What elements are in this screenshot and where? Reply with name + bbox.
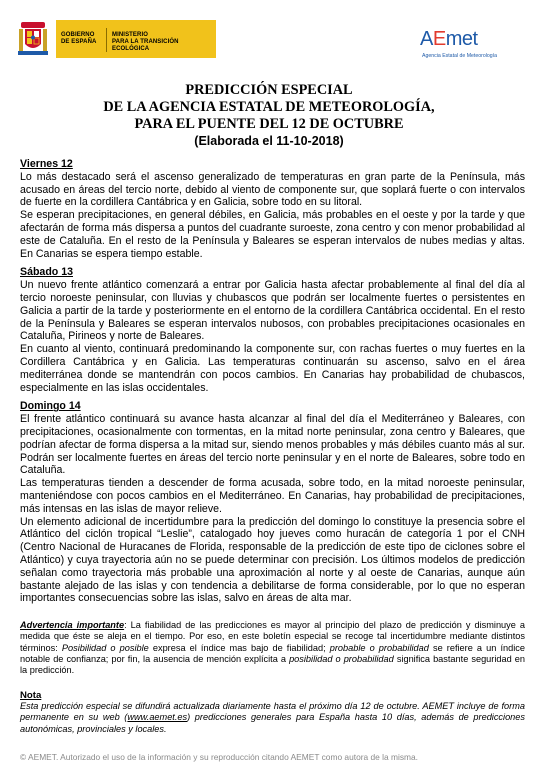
advertencia-block	[20, 620, 525, 676]
advertencia-term: Posibilidad o posible	[61, 642, 149, 653]
section-heading-domingo: Domingo 14	[20, 400, 81, 413]
document-header	[0, 0, 538, 78]
title-date: (Elaborada el 11-10-2018)	[194, 134, 344, 148]
aemet-logo-a: A	[420, 28, 433, 50]
aemet-website-link[interactable]: www.aemet.es	[127, 712, 188, 723]
advertencia-text: se refiere a un índice notable de confianza; por fin, la ausencia de mención explícita a	[20, 642, 525, 664]
ministry-line-2: PARA LA TRANSICIÓN ECOLÓGICA	[112, 39, 179, 52]
paragraph: Un nuevo frente atlántico comenzará a entrar por Galicia hasta afectar probablemente al final del día al tercio noroeste peninsular, con lluvias y chubascos que podrán ser localmente fuertes o persistentes en Galicia a partir de la tarde y posteriormente en el entorno de la cordillera Cantábrica occidental. En el resto de la Península y Baleares se esperan intervalos nubosos, con probables precipitaciones ocasionales en Cataluña, Pirineos y norte de Baleares.	[20, 279, 525, 343]
paragraph: Se esperan precipitaciones, en general débiles, en Galicia, más probables en el oeste y por la tarde y que afectarán de forma más dispersa a puntos del cuadrante suroeste, zona centro y con menor probabilidad al este de Cataluña. En el resto de la Península y Baleares se esperan intervalos de nubes medias y altas. En Canarias se espera tiempo estable.	[20, 209, 525, 260]
spain-coat-of-arms-icon	[18, 20, 48, 58]
gov-line-2: DE ESPAÑA	[61, 39, 97, 45]
title-line-3: PARA EL PUENTE DEL 12 DE OCTUBRE	[134, 116, 404, 132]
aemet-logo-e: E	[432, 28, 446, 50]
copyright-footer: © AEMET. Autorizado el uso de la información y su reproducción citando AEMET como autora de la misma.	[20, 752, 418, 762]
title-line-1: PREDICCIÓN ESPECIAL	[185, 82, 353, 98]
paragraph: En cuanto al viento, continuará predominando la componente sur, con rachas fuertes o muy fuertes en la Cordillera Cantábrica y en Galicia. Las temperaturas continuarán su ascenso, salvo en el área mediterránea donde se mantendrán con pocos cambios. En Canarias hay probabilidad de chubascos, especialmente en las islas occidentales.	[20, 343, 525, 394]
document-title	[0, 82, 538, 150]
ministry-label	[112, 32, 216, 53]
section-heading-sabado: Sábado 13	[20, 266, 73, 279]
paragraph: Lo más destacado será el ascenso generalizado de temperaturas en gran parte de la Península, más acusado en áreas del tercio norte, debido al viento de componente sur, que soplará fuerte o con intervalos de fuerte en la cordillera Cantábrica y en Galicia, sobre todo en su litoral.	[20, 170, 525, 209]
advertencia-text: : La fiabilidad de las predicciones es mayor al principio del plazo de predicción y disminuye a medida que éste se aleja en el tiempo. Por eso, en este boletín especial se recoge tal incertidumbre mediante distintos términos:	[20, 620, 525, 653]
aemet-logo	[412, 26, 532, 66]
aemet-logo-met: met	[445, 28, 478, 50]
nota-heading: Nota	[20, 690, 42, 701]
aemet-subtitle: Agencia Estatal de Meteorología	[422, 53, 497, 59]
government-label	[61, 32, 96, 46]
gov-line-1: GOBIERNO	[61, 32, 95, 38]
banner-divider	[106, 28, 107, 52]
advertencia-text: expresa el índice mas bajo de fiabilidad;	[148, 642, 330, 653]
advertencia-label: Advertencia importante	[20, 620, 125, 630]
government-banner	[56, 20, 216, 58]
paragraph: Las temperaturas tienden a descender de forma acusada, sobre todo, en la mitad noroeste peninsular, manteniéndose con pocos cambios en el Mediterráneo. En Canarias, hay probabilidad de precipitaciones, más intensas en las islas de mayor relieve.	[20, 477, 525, 515]
advertencia-text: significa bastante seguridad en la predicción.	[20, 653, 525, 676]
forecast-body	[20, 158, 525, 605]
nota-text: Esta predicción especial se difundirá actualizada diariamente hasta el próximo día 12 de octubre. AEMET incluye de forma permanente en su web (	[20, 701, 525, 723]
aemet-wordmark	[420, 28, 478, 51]
section-heading-viernes: Viernes 12	[20, 158, 73, 170]
nota-text: ) predicciones generales para España hasta 10 días, además de predicciones autonómicas, provinciales y locales.	[20, 712, 525, 734]
nota-block	[20, 701, 525, 735]
advertencia-term: posibilidad o probabilidad	[289, 653, 394, 664]
paragraph: El frente atlántico continuará su avance hasta alcanzar al final del día el Mediterráneo y Baleares, con precipitaciones, ocasionalmente con tormentas, en la mitad norte peninsular, zona centro y Baleares, que podrían afectar de forma dispersa a la mitad sur, siendo menos probables y más débiles cuanto más al sur. Podrán ser localmente fuertes en áreas del tercio norte peninsular y en el norte de Baleares, sobre todo en Cataluña.	[20, 413, 525, 477]
advertencia-term: probable o probabilidad	[329, 642, 429, 653]
ministry-line-1: MINISTERIO	[112, 32, 149, 38]
paragraph: Un elemento adicional de incertidumbre para la predicción del domingo lo constituye la presencia sobre el Atlántico del ciclón tropical “Leslie”, catalogado hoy jueves como huracán de categoría 1 por el CNH (Centro Nacional de Huracanes de Florida, responsable de la predicción de este tipo de ciclones sobre el Atlántico) y cuya trayectoria aún no se puede determinar con precisión. Los últimos modelos de predicción señalan como trayectoria más probable una aproximación al norte y al oeste de Canarias, aunque aún bastante alejado de las islas y con tendencia a debilitarse de forma considerable, por lo que no esperan importantes consecuencias sobre las islas, salvo en áreas de alta mar.	[20, 515, 525, 605]
title-line-2: DE LA AGENCIA ESTATAL DE METEOROLOGÍA,	[103, 99, 435, 115]
